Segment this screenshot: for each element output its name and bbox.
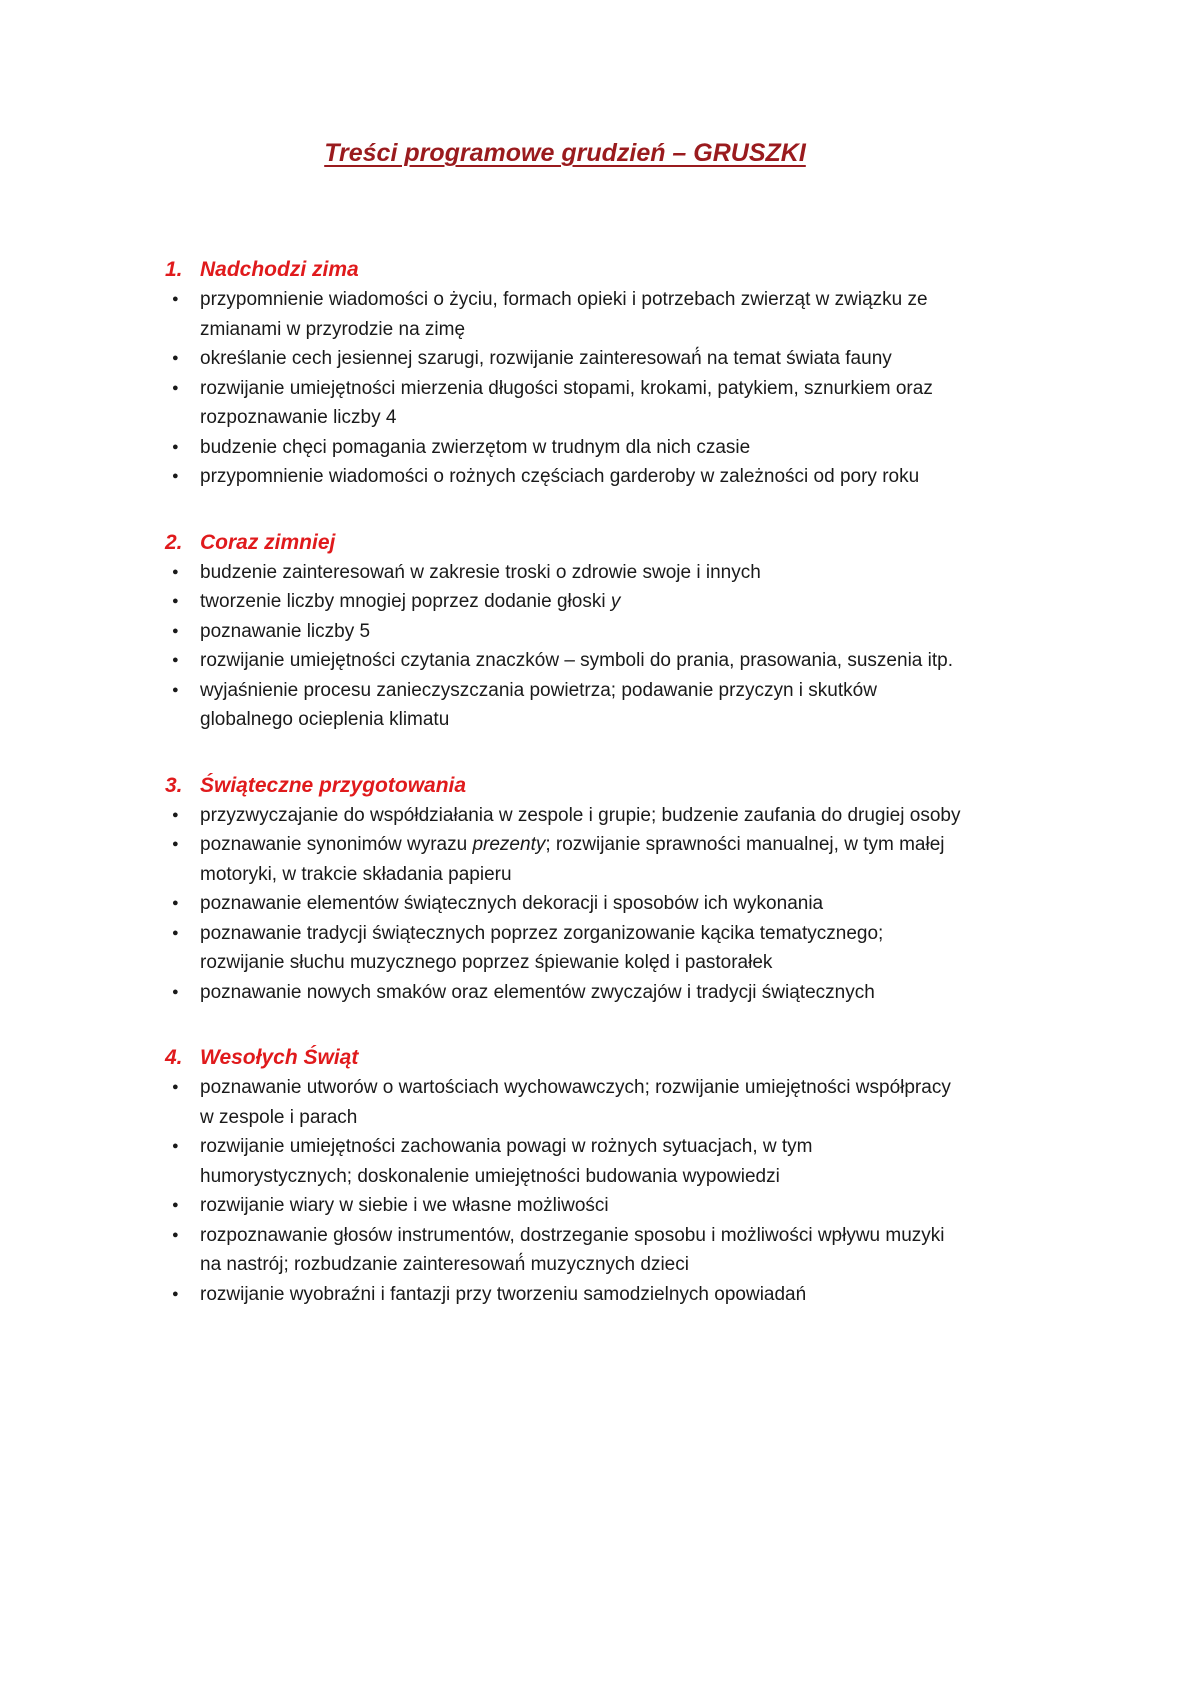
section [165, 528, 965, 735]
section-heading-row [165, 1043, 965, 1073]
section-number: 3. [165, 773, 183, 797]
section-heading-row [165, 255, 965, 285]
bullet-text: poznawanie liczby 5 [200, 620, 371, 642]
list-item [165, 558, 965, 588]
section-number: 4. [165, 1046, 183, 1069]
list-item [165, 433, 965, 463]
bullet-icon: ● [172, 683, 179, 696]
list-item [165, 1221, 965, 1280]
sections-container [165, 255, 965, 1309]
list-item [165, 1280, 965, 1310]
bullet-icon: ● [172, 1140, 179, 1152]
bullet-text: przyzwyczajanie do współdziałania w zespole i grupie; budzenie zaufania do drugiej osoby [200, 804, 961, 826]
list-item [165, 646, 965, 676]
section [165, 1043, 965, 1309]
list-item [165, 978, 965, 1008]
bullet-text: określanie cech jesiennej szarugi, rozwijanie zainteresowań́ na temat świata fauny [200, 348, 892, 369]
text-run: ; rozwijanie sprawności manualnej, w tym małej motoryki, w trakcie składania papieru [200, 834, 945, 885]
bullet-icon: ● [172, 897, 179, 909]
bullet-text: przypomnienie wiadomości o życiu, formach opieki i potrzebach zwierząt w związku ze zmianami w przyrodzie na zimę [200, 289, 928, 340]
section [165, 771, 965, 1008]
bullet-icon: ● [172, 381, 179, 394]
list-item [165, 830, 965, 889]
bullet-icon: ● [172, 1228, 179, 1241]
bullet-text: rozwijanie umiejętności mierzenia długości stopami, krokami, patykiem, sznurkiem oraz rozpoznawanie liczby 4 [200, 377, 933, 428]
list-item [165, 1132, 965, 1191]
bullet-text: poznawanie tradycji świątecznych poprzez zorganizowanie kącika tematycznego; rozwijanie słuchu muzycznego poprzez śpiewanie kolęd i pastorałek [200, 922, 884, 973]
bullet-text: rozwijanie wiary w siebie i we własne możliwości [200, 1195, 609, 1216]
section-heading: Nadchodzi zima [200, 258, 359, 281]
text-run: tworzenie liczby mnogiej poprzez dodanie głoski [200, 591, 611, 612]
list-item [165, 374, 965, 433]
bullet-icon: ● [172, 470, 179, 482]
bullet-text: budzenie zainteresowań w zakresie troski o zdrowie swoje i innych [200, 561, 761, 583]
list-item [165, 676, 965, 735]
document-title: Treści programowe grudzień – GRUSZKI [324, 139, 806, 167]
section-heading-row [165, 528, 965, 558]
bullet-icon: ● [172, 352, 179, 364]
section-number: 2. [165, 530, 183, 554]
bullet-icon: ● [172, 440, 179, 453]
bullet-text: wyjaśnienie procesu zanieczyszczania powietrza; podawanie przyczyn i skutków globalnego ocieplenia klimatu [200, 679, 877, 730]
bullet-icon: ● [172, 595, 179, 607]
bullet-icon: ● [172, 1081, 179, 1093]
bullet-icon: ● [172, 838, 179, 850]
bullet-icon: ● [172, 624, 179, 637]
bullet-text: przypomnienie wiadomości o rożnych częściach garderoby w zależności od pory roku [200, 466, 920, 487]
bullet-icon: ● [172, 1199, 179, 1211]
bullet-text: rozwijanie wyobraźni i fantazji przy tworzeniu samodzielnych opowiadań [200, 1283, 807, 1305]
list-item [165, 919, 965, 978]
bullet-text: rozwijanie umiejętności zachowania powagi w rożnych sytuacjach, w tym humorystycznych; doskonalenie umiejętności budowania wypowiedzi [200, 1136, 813, 1187]
list-item [165, 889, 965, 919]
bullet-text: poznawanie nowych smaków oraz elementów zwyczajów i tradycji świątecznych [200, 981, 875, 1003]
list-item [165, 801, 965, 831]
section-heading: Coraz zimniej [200, 530, 336, 554]
list-item [165, 344, 965, 374]
list-item [165, 617, 965, 647]
section-number: 1. [165, 258, 183, 281]
section [165, 255, 965, 492]
bullet-icon: ● [172, 565, 179, 578]
bullet-icon: ● [172, 926, 179, 939]
text-run: y [610, 591, 621, 612]
section-heading: Wesołych Świąt [200, 1046, 359, 1069]
bullet-text [200, 830, 965, 889]
bullet-icon: ● [172, 985, 179, 998]
text-run: prezenty [472, 834, 546, 855]
list-item [165, 587, 965, 617]
bullet-text [200, 587, 965, 617]
bullet-text: poznawanie elementów świątecznych dekoracji i sposobów ich wykonania [200, 893, 824, 914]
bullet-text: rozwijanie umiejętności czytania znaczków – symboli do prania, prasowania, suszenia itp. [200, 650, 953, 671]
bullet-text: rozpoznawanie głosów instrumentów, dostrzeganie sposobu i możliwości wpływu muzyki na nastrój; rozbudzanie zainteresowań́ muzycznych dzieci [200, 1224, 945, 1275]
bullet-text: budzenie chęci pomagania zwierzętom w trudnym dla nich czasie [200, 436, 751, 458]
text-run: poznawanie synonimów wyrazu [200, 834, 473, 855]
bullet-icon: ● [172, 1287, 179, 1300]
list-item [165, 1191, 965, 1221]
section-heading: Świąteczne przygotowania [200, 773, 467, 797]
bullet-text: poznawanie utworów o wartościach wychowawczych; rozwijanie umiejętności współpracy w zespole i parach [200, 1077, 951, 1128]
list-item [165, 462, 965, 492]
list-item [165, 285, 965, 344]
bullet-icon: ● [172, 293, 179, 305]
bullet-icon: ● [172, 654, 179, 666]
list-item [165, 1073, 965, 1132]
section-heading-row [165, 771, 965, 801]
bullet-icon: ● [172, 808, 179, 821]
